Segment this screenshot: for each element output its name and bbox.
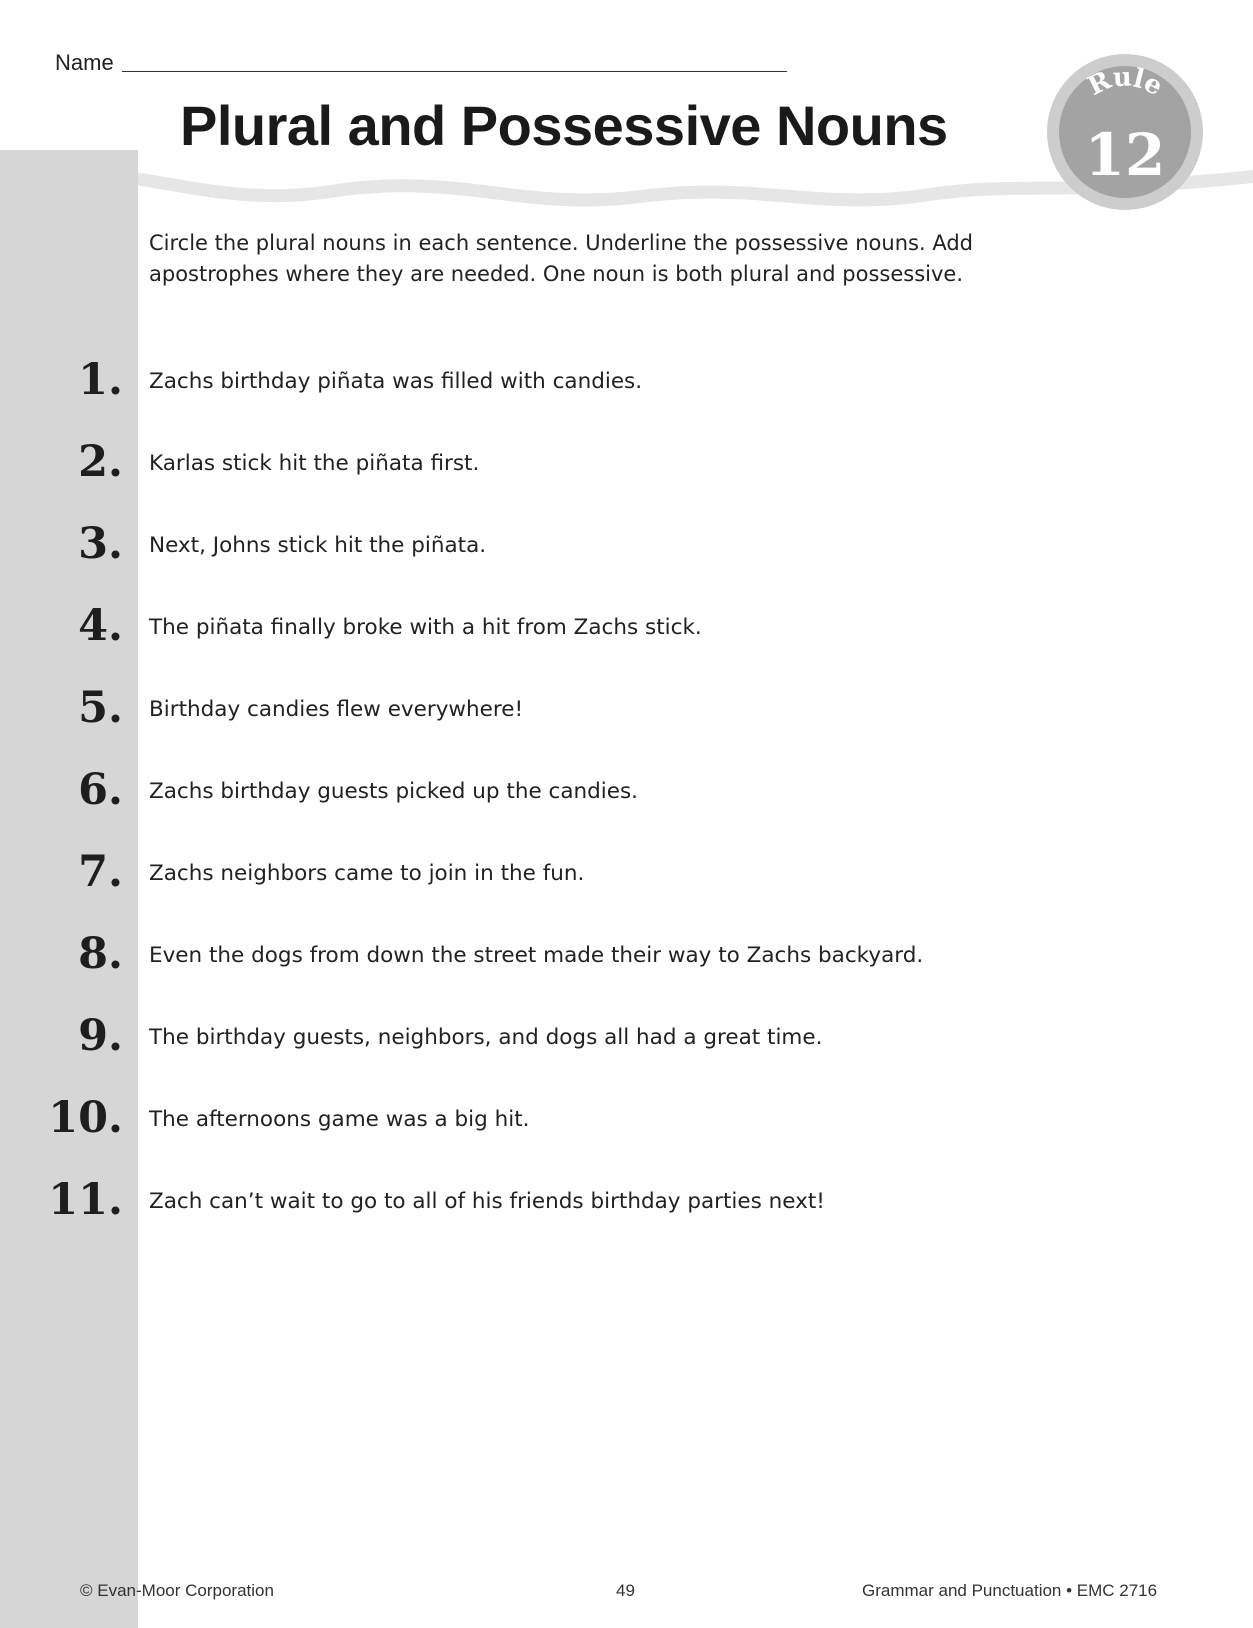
exercise-item [0,1093,1253,1153]
item-sentence: The birthday guests, neighbors, and dogs all had a great time. [149,1025,823,1050]
item-sentence: The afternoons game was a big hit. [149,1107,530,1132]
rule-badge [1045,52,1205,212]
item-number: 5. [78,683,123,733]
item-number: 10. [48,1093,123,1143]
item-sentence: Even the dogs from down the street made their way to Zachs backyard. [149,943,924,968]
item-sentence: Karlas stick hit the piñata first. [149,451,480,476]
exercise-item [0,601,1253,661]
item-sentence: Birthday candies flew everywhere! [149,697,524,722]
exercise-item [0,683,1253,743]
footer-book-title: Grammar and Punctuation • EMC 2716 [862,1581,1158,1600]
exercise-item [0,355,1253,415]
rule-number: 12 [1084,121,1166,189]
item-number: 7. [78,847,123,897]
item-sentence: Zach can’t wait to go to all of his friends birthday parties next! [149,1189,825,1214]
rule-label: Rule [1083,62,1168,103]
item-sentence: Zachs birthday piñata was filled with candies. [149,369,643,394]
exercise-item [0,765,1253,825]
footer-copyright: © Evan-Moor Corporation [80,1581,274,1600]
item-sentence: Zachs neighbors came to join in the fun. [149,861,585,886]
item-number: 11. [48,1175,123,1225]
instructions: Circle the plural nouns in each sentence. Underline the possessive nouns. Add apostrophes where they are needed. One noun is both plural and possessive. [149,231,973,286]
item-number: 2. [78,437,123,487]
item-number: 1. [78,355,123,405]
item-number: 6. [78,765,123,815]
page-title: Plural and Possessive Nouns [180,94,948,157]
exercise-item [0,437,1253,497]
name-field-row [55,50,787,76]
exercise-item [0,1011,1253,1071]
name-blank-line[interactable] [122,71,787,72]
exercise-item [0,847,1253,907]
item-sentence: The piñata finally broke with a hit from Zachs stick. [149,615,702,640]
item-number: 8. [78,929,123,979]
item-number: 3. [78,519,123,569]
exercise-item [0,1175,1253,1235]
exercise-item [0,519,1253,579]
exercise-item [0,929,1253,989]
item-sentence: Zachs birthday guests picked up the candies. [149,779,639,804]
item-number: 4. [78,601,123,651]
name-label: Name [55,50,114,75]
footer-page-number: 49 [616,1581,635,1600]
item-number: 9. [78,1011,123,1061]
item-sentence: Next, Johns stick hit the piñata. [149,533,487,558]
